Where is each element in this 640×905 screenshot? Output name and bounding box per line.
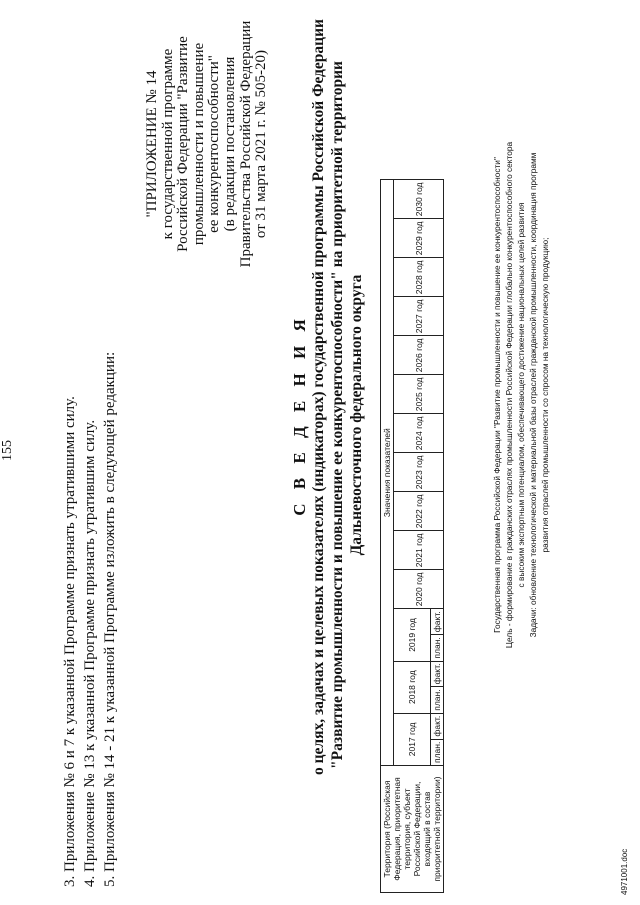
year-header: 2027 год — [394, 297, 444, 336]
appendix-line: (в редакции постановления — [221, 56, 238, 232]
fact-header: факт. — [431, 713, 444, 739]
year-header: 2028 год — [394, 258, 444, 297]
appendix-line: к государственной программе — [159, 48, 176, 240]
appendix-line: "ПРИЛОЖЕНИЕ № 14 — [144, 70, 160, 218]
table-header-row — [381, 180, 394, 893]
appendix-header — [145, 0, 270, 289]
year-header: 2025 год — [394, 375, 444, 414]
appendix-line: Российской Федерации "Развитие — [175, 36, 192, 252]
year-header: 2018 год — [394, 661, 431, 713]
plan-header: план. — [431, 687, 444, 713]
note-line: Цель - формирование в гражданских отраслях промышленности Российской Федерации глобально конкурентоспособного сектора — [504, 141, 514, 649]
title-heading: С В Е Д Е Н И Я — [290, 314, 309, 516]
year-header: 2022 год — [394, 492, 444, 531]
amendment-item: 4. Приложение № 13 к указанной Программе признать утратившим силу. — [82, 419, 98, 887]
appendix-line: Правительства Российской Федерации — [237, 20, 254, 268]
amendment-item: 3. Приложения № 6 и 7 к указанной Программе признать утратившими силу. — [62, 396, 78, 887]
doc-id: 4971001.doc — [620, 848, 629, 895]
note-line: Задачи: обновление технологической и материальной базы отраслей гражданской промышленности, координация программ — [528, 152, 538, 638]
appendix-line: промышленности и повышение — [190, 42, 207, 246]
title-line: о целях, задачах и целевых показателях (индикаторах) государственной программы Российской Федерации — [310, 19, 327, 775]
year-header: 2017 год — [394, 713, 431, 765]
appendix-line: ее конкурентоспособности" — [206, 55, 223, 233]
values-header: Значения показателей — [381, 180, 394, 766]
note-line: развития отраслей промышленности со спросом на технологическую продукцию; — [540, 237, 550, 553]
fact-header: факт. — [431, 661, 444, 687]
title-line: "Развитие промышленности и повышение ее конкурентоспособности" на приоритетной территории — [329, 61, 346, 769]
document-title — [290, 19, 366, 775]
fact-header: факт. — [431, 609, 444, 635]
year-header: 2030 год — [394, 180, 444, 219]
year-header: 2029 год — [394, 219, 444, 258]
year-header: 2023 год — [394, 453, 444, 492]
territory-header: Территория (Российская Федерация, приоритетная территория, субъект Российской Федерации, входящий в состав приоритетной территории) — [381, 766, 444, 893]
title-line: Дальневосточного федерального округа — [348, 274, 365, 556]
year-header: 2024 год — [394, 414, 444, 453]
page-number: 155 — [0, 440, 15, 461]
year-header: 2019 год — [394, 609, 431, 661]
year-header: 2021 год — [394, 531, 444, 570]
table-notes — [491, 85, 551, 705]
year-header: 2026 год — [394, 336, 444, 375]
note-line: Государственная программа Российской Федерации "Развитие промышленности и повышение ее конкурентоспособности" — [492, 157, 502, 633]
plan-header: план. — [431, 739, 444, 765]
plan-header: план. — [431, 635, 444, 661]
indicators-table — [380, 179, 444, 893]
year-header: 2020 год — [394, 570, 444, 609]
note-line: с высоким экспортным потенциалом, обеспечивающего достижение национальных целей развития — [516, 202, 526, 588]
appendix-line: от 31 марта 2021 г. № 505-20) — [253, 49, 270, 239]
amendment-item: 5. Приложения № 14 - 21 к указанной Программе изложить в следующей редакции: — [102, 351, 118, 887]
